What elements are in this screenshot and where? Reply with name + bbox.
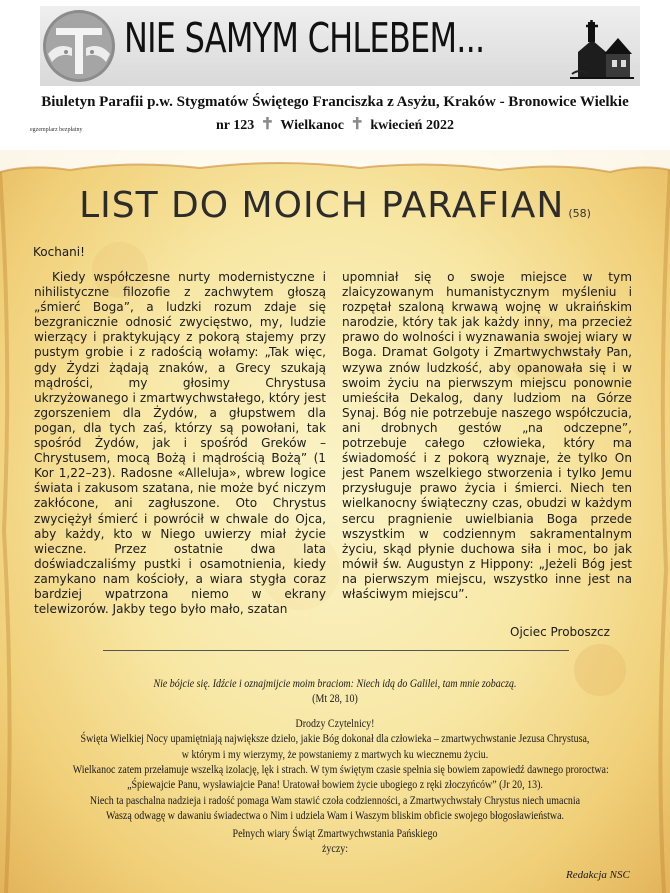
greetings-line: „Śpiewajcie Panu, wysławiajcie Pana! Uratował bowiem życie ubogiego z ręki złoczyńców” (Jr 20, 13). — [127, 778, 543, 792]
editorial-signature: Redakcja NSC — [566, 869, 630, 881]
greetings-line: Niech ta paschalna nadzieja i radość pomaga Wam stawić czoła codzienności, a Zmartwychwstały Chrystus niech umacnia — [89, 793, 581, 807]
greetings-salutation: Drodzy Czytelnicy! — [295, 716, 375, 730]
cross-icon: ✝ — [260, 116, 275, 133]
letter-left-column: Kiedy współczesne nurty modernistyczne i nihilistyczne filozofie z zachwytem głoszą „śmierć Boga”, a ludzki rozum zdaje się bezgranicznie odnosić zwycięstwo, my, ludzie wierzący i praktykujący z pokorą stajemy przy pustym grobie i z radością wołamy: „Tak więc, gdy Żydzi żądają znaków, a Grecy szukają mądrości, my głosimy Chrystusa ukrzyżowanego i zmartwychwstałego, który jest zgorszeniem dla Żydów, a głupstwem dla pogan, dla tych zaś, którzy są powołani, tak spośród Żydów, jak i spośród Greków – Chrystusem, mocą Bożą i mądrością Bożą” (1 Kor 1,22–23). Radosne «Alleluja», wbrew logice świata i zakusom szatana, nie może być niczym zakłócone, ani zagłuszone. Oto Chrystus zwyciężył śmierć i powrócił w chwale do Ojca, aby każdy, kto w Niego uwierzy miał życie wieczne. Przez ostatnie dwa lata doświadczaliśmy pustki i osamotnienia, kiedy zamykano nam kościoły, a wiara stygła coraz bardziej wpatrzona niemo w ekrany telewizorów. Jakby tego było mało, szatan — [34, 270, 326, 617]
greetings-line: w którym i my wierzymy, że powstaniemy z martwych ku wiecznemu życiu. — [181, 747, 489, 761]
issue-number: nr 123 — [216, 118, 255, 133]
cross-icon: ✝ — [350, 116, 364, 133]
easter-greetings — [72, 676, 609, 856]
letter-title — [0, 185, 670, 226]
church-drawing-icon — [568, 20, 636, 80]
letter-greeting: Kochani! — [33, 245, 85, 259]
letter-signature: Ojciec Proboszcz — [510, 625, 610, 639]
motto-reference: (Mt 28, 10) — [312, 692, 358, 706]
greetings-wishes: Pełnych wiary Świąt Zmartwychwstania Pańskiego — [232, 826, 438, 840]
letter-title-text: LIST DO MOICH PARAFIAN — [79, 185, 565, 226]
issue-info — [0, 114, 670, 134]
parish-subtitle: Biuletyn Parafii p.w. Stygmatów Świętego Franciszka z Asyżu, Kraków - Bronowice Wielkie — [41, 94, 629, 110]
letter-number: (58) — [568, 207, 591, 220]
greetings-line: Waszą odwagę w dawaniu świadectwa o Nim i udziela Wam i Waszym bliskim obficie swojego błogosławieństwa. — [106, 809, 564, 823]
tau-cross-hands-icon — [42, 8, 116, 84]
greetings-wishes-sign: życzy: — [321, 842, 349, 856]
newsletter-title: NIE SAMYM CHLEBEM... — [124, 14, 485, 62]
section-divider — [103, 650, 569, 651]
letter-right-column: upomniał się o swoje miejsce w tym zlaicyzowanym humanistycznym myśleniu i rozpętał szaloną krwawą wojnę w ukraińskim narodzie, który tak jak każdy inny, ma przecież prawo do wolności i wyznawania swojej wiary w Boga. Dramat Golgoty i Zmartwychwstały Pan, wzywa znów ludzkość, aby opanowała się i w swoim życiu na pierwszym miejscu ponownie umieściła Dekalog, dany ludziom na Górze Synaj. Bóg nie potrzebuje naszego współczucia, ani drobnych gestów „na odczepne”, potrzebuje całego człowieka, który ma świadomość i z pokorą wyznaje, że tylko On jest Panem wszelkiego stworzenia i tylko Jemu przysługuje prawo życia i śmierci. Niech ten wielkanocny świąteczny czas, obudzi w każdym sercu pragnienie uwielbiania Boga przede wszystkim w codziennym sakramentalnym życiu, skąd płynie duchowa siła i moc, bo jak mówił św. Augustyn z Hippony: „Jeżeli Bóg jest na pierwszym miejscu, wszystko inne jest na właściwym miejscu”. — [342, 270, 632, 601]
issue-date: kwiecień 2022 — [370, 118, 454, 133]
motto-quote: Nie bójcie się. Idźcie i oznajmijcie moim braciom: Niech idą do Galilei, tam mnie zobaczą. — [153, 677, 517, 690]
greetings-line: Wielkanoc zatem przełamuje wszelką izolację, lęk i strach. W tym świętym czasie spełnia się bowiem zapowiedź dawnego proroctwa: — [72, 763, 609, 777]
issue-occasion: Wielkanoc — [280, 118, 344, 133]
greetings-line: Święta Wielkiej Nocy upamiętniają największe dzieło, jakie Bóg dokonał dla człowieka – zmartwychwstanie Jezusa Chrystusa, — [80, 732, 590, 746]
masthead-banner — [40, 6, 640, 86]
free-copy-note: egzemplarz bezpłatny — [30, 127, 83, 133]
